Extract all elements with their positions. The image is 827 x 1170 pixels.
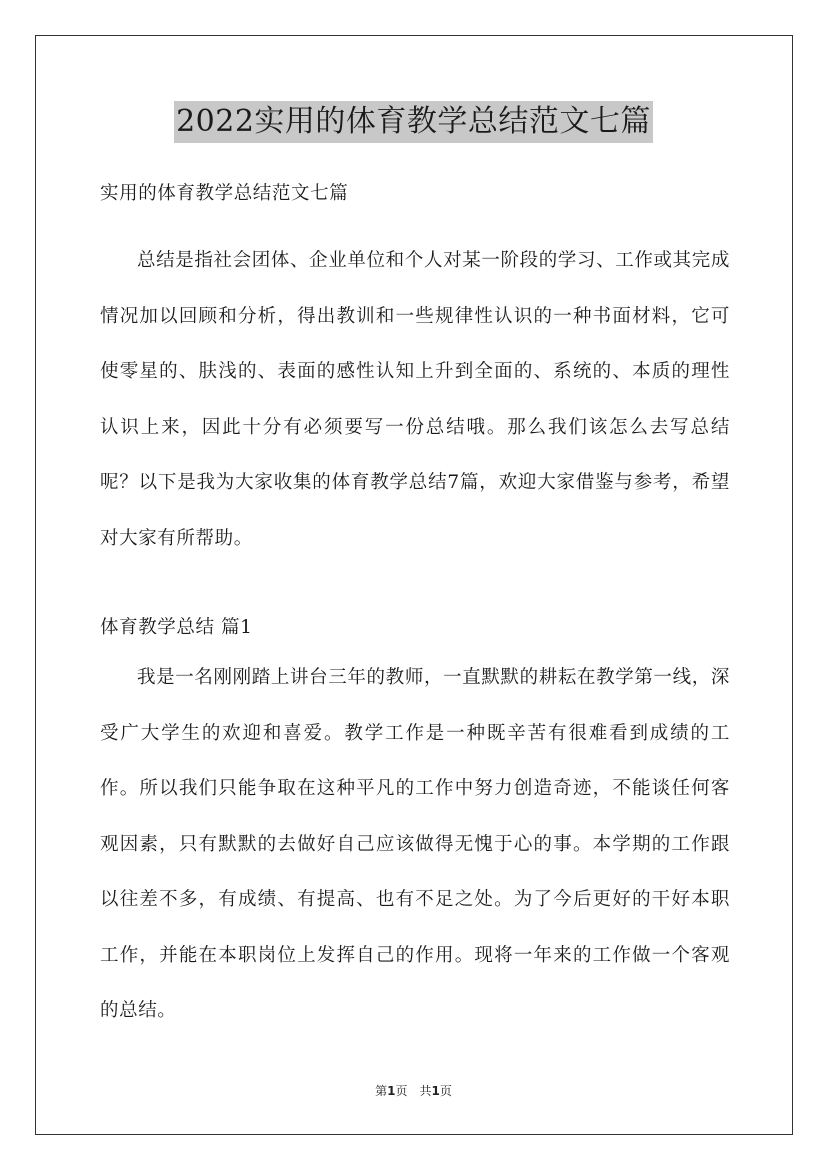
page-suffix: 页 [395, 1084, 408, 1098]
document-title [0, 101, 827, 143]
section-heading: 体育教学总结 篇1 [100, 617, 253, 638]
section-paragraph: 我是一名刚刚踏上讲台三年的教师，一直默默的耕耘在教学第一线，深受广大学生的欢迎和喜爱。教学工作是一种既辛苦有很难看到成绩的工作。所以我们只能争取在这种平凡的工作中努力创造奇迹，不能谈任何客观因素，只有默默的去做好自己应该做得无愧于心的事。本学期的工作跟以往差不多，有成绩、有提高、也有不足之处。为了今后更好的干好本职工作，并能在本职岗位上发挥自己的作用。现将一年来的工作做一个客观的总结。 [100, 667, 730, 1021]
document-title-text: 2022实用的体育教学总结范文七篇 [174, 101, 653, 143]
total-prefix: 共 [419, 1084, 432, 1098]
total-suffix: 页 [439, 1084, 452, 1098]
document-subtitle: 实用的体育教学总结范文七篇 [100, 183, 349, 204]
page-footer [0, 1083, 827, 1099]
total-pages: 1 [431, 1084, 440, 1098]
intro-paragraph: 总结是指社会团体、企业单位和个人对某一阶段的学习、工作或其完成情况加以回顾和分析，得出教训和一些规律性认识的一种书面材料，它可使零星的、肤浅的、表面的感性认知上升到全面的、系统的、本质的理性认识上来，因此十分有必须要写一份总结哦。那么我们该怎么去写总结呢？以下是我为大家收集的体育教学总结7篇，欢迎大家借鉴与参考，希望对大家有所帮助。 [100, 250, 730, 549]
page-prefix: 第 [375, 1084, 388, 1098]
page-number: 1 [387, 1084, 396, 1098]
